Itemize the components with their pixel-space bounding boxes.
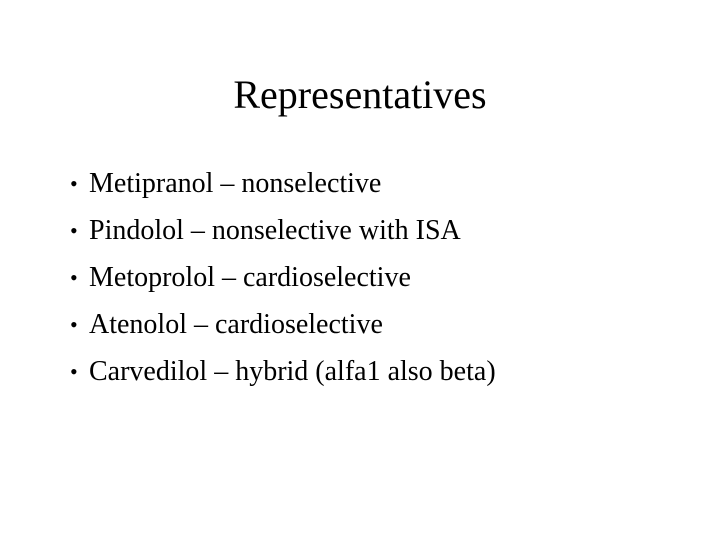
list-item-text: Metoprolol – cardioselective — [89, 262, 411, 293]
list-item-text: Carvedilol – hybrid (alfa1 also beta) — [89, 356, 496, 387]
bullet-icon: • — [70, 312, 78, 337]
slide-title: Representatives — [233, 72, 487, 117]
bullet-icon: • — [70, 265, 78, 290]
bullet-icon: • — [70, 359, 78, 384]
list-item-text: Atenolol – cardioselective — [89, 309, 383, 340]
list-item-text: Pindolol – nonselective with ISA — [89, 215, 461, 246]
bullet-icon: • — [70, 218, 78, 243]
list-item-text: Metipranol – nonselective — [89, 168, 382, 199]
bullet-icon: • — [70, 171, 78, 196]
